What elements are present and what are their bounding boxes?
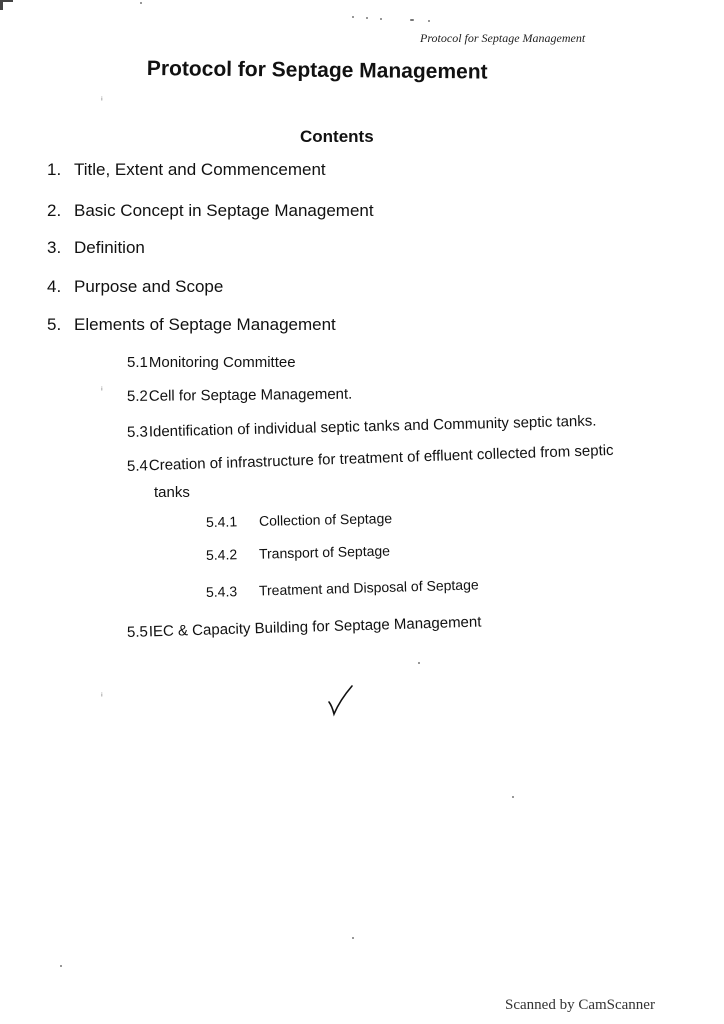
scan-speck (366, 17, 368, 19)
toc-subitem-label: Cell for Septage Management. (148, 385, 353, 405)
scan-speck (60, 965, 62, 967)
toc-subsubitem (206, 543, 390, 563)
toc-subsubitem (206, 510, 392, 530)
toc-subitem (127, 442, 614, 475)
toc-subitem-number: 5.2 (126, 387, 148, 405)
toc-item (47, 201, 374, 221)
scan-speck (418, 662, 420, 664)
scanner-footer: Scanned by CamScanner (505, 997, 655, 1013)
handwritten-checkmark-icon (326, 684, 354, 718)
toc-subitem-number: 5.1 (127, 354, 148, 371)
toc-item-label: Elements of Septage Management (74, 315, 336, 334)
scan-speck (352, 16, 354, 18)
document-title: Protocol for Septage Management (146, 57, 488, 84)
toc-item-label: Title, Extent and Commencement (74, 160, 326, 179)
toc-item-number: 4. (47, 277, 62, 296)
toc-subsubitem (206, 576, 479, 600)
toc-item-label: Definition (74, 238, 145, 257)
toc-item-number: 1. (47, 160, 62, 179)
margin-mark: ⁱ (101, 386, 103, 397)
scan-speck (352, 937, 354, 939)
scan-speck (410, 19, 414, 21)
toc-item-number: 3. (47, 238, 62, 257)
toc-subsubitem-number: 5.4.1 (205, 513, 238, 530)
scan-speck (380, 18, 382, 20)
toc-subsubitem-label: Collection of Septage (258, 510, 393, 529)
scan-corner-mark (0, 0, 13, 10)
toc-item (47, 238, 145, 258)
toc-subitem-label: Identification of individual septic tanks and Community septic tanks. (148, 412, 597, 441)
toc-subitem-label: Creation of infrastructure for treatment of effluent collected from septic (148, 441, 614, 475)
toc-item-number: 5. (47, 315, 62, 334)
margin-mark: ⁱ (101, 692, 103, 703)
toc-item (47, 160, 326, 180)
toc-subsubitem-number: 5.4.2 (205, 546, 238, 563)
toc-subsubitem-label: Treatment and Disposal of Septage (258, 576, 479, 599)
toc-subitem-number: 5.5 (126, 623, 149, 641)
scan-speck (428, 20, 430, 22)
toc-subsubitem-number: 5.4.3 (205, 583, 238, 600)
running-header: Protocol for Septage Management (420, 31, 586, 45)
toc-subitem-number: 5.3 (126, 423, 149, 441)
toc-item-number: 2. (47, 201, 62, 220)
toc-subitem-continuation: tanks (154, 484, 190, 501)
toc-item (47, 315, 336, 335)
toc-item-label: Purpose and Scope (74, 277, 224, 296)
toc-subitem-number: 5.4 (126, 457, 149, 475)
toc-subitem (127, 613, 482, 641)
margin-mark: ⁱ (101, 96, 103, 107)
toc-subitem (127, 413, 597, 441)
toc-subsubitem-label: Transport of Septage (258, 542, 391, 562)
toc-subitem-label: IEC & Capacity Building for Septage Management (148, 613, 482, 641)
scan-speck (140, 2, 142, 4)
contents-heading: Contents (300, 127, 374, 146)
toc-subitem-label: Monitoring Committee (148, 354, 296, 371)
toc-item-label: Basic Concept in Septage Management (74, 201, 374, 220)
toc-subitem (127, 386, 352, 405)
toc-subitem (127, 354, 296, 371)
scan-speck (512, 796, 514, 798)
toc-item (47, 277, 223, 297)
